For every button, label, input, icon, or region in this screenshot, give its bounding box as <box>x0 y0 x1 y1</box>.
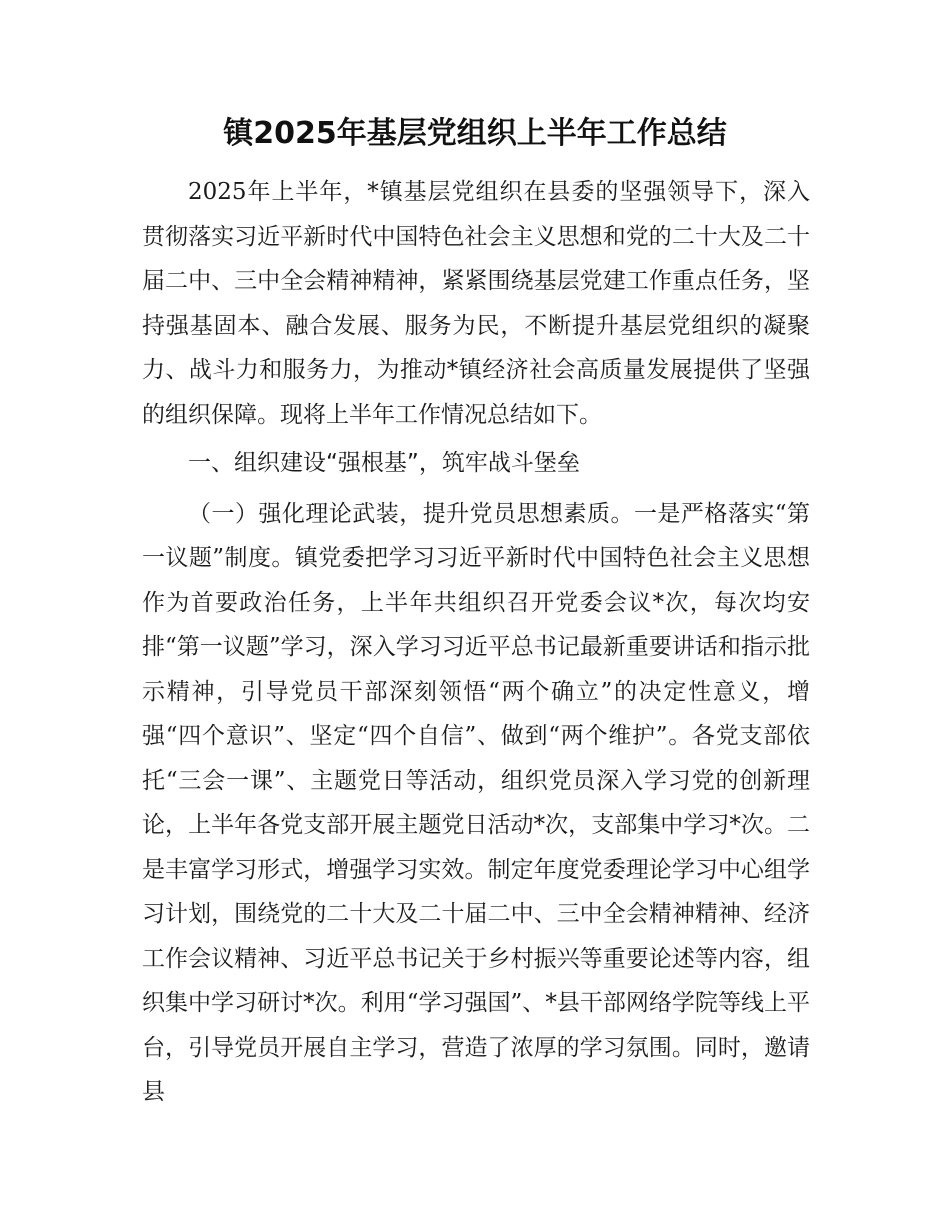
document-title: 镇2025年基层党组织上半年工作总结 <box>223 116 727 151</box>
intro-paragraph: 2025年上半年，*镇基层党组织在县委的坚强领导下，深入贯彻落实习近平新时代中国特色社会主义思想和党的二十大及二十届二中、三中全会精神精神，紧紧围绕基层党建工作重点任务，坚持强基固本、融合发展、服务为民，不断提升基层党组织的凝聚力、战斗力和服务力，为推动*镇经济社会高质量发展提供了坚强的组织保障。现将上半年工作情况总结如下。 <box>142 179 810 428</box>
document-body <box>142 170 810 1115</box>
subsection-paragraph: （一）强化理论武装，提升党员思想素质。一是严格落实“第一议题”制度。镇党委把学习习近平新时代中国特色社会主义思想作为首要政治任务，上半年共组织召开党委会议*次，每次均安排“第一议题”学习，深入学习习近平总书记最新重要讲话和指示批示精神，引导党员干部深刻领悟“两个确立”的决定性意义，增强“四个意识”、坚定“四个自信”、做到“两个维护”。各党支部依托“三会一课”、主题党日等活动，组织党员深入学习党的创新理论，上半年各党支部开展主题党日活动*次，支部集中学习*次。二是丰富学习形式，增强学习实效。制定年度党委理论学习中心组学习计划，围绕党的二十大及二十届二中、三中全会精神精神、经济工作会议精神、习近平总书记关于乡村振兴等重要论述等内容，组织集中学习研讨*次。利用“学习强国”、*县干部网络学院等线上平台，引导党员开展自主学习，营造了浓厚的学习氛围。同时，邀请县 <box>142 500 810 1105</box>
section-heading: 一、组织建设“强根基”，筑牢战斗堡垒 <box>188 450 580 476</box>
